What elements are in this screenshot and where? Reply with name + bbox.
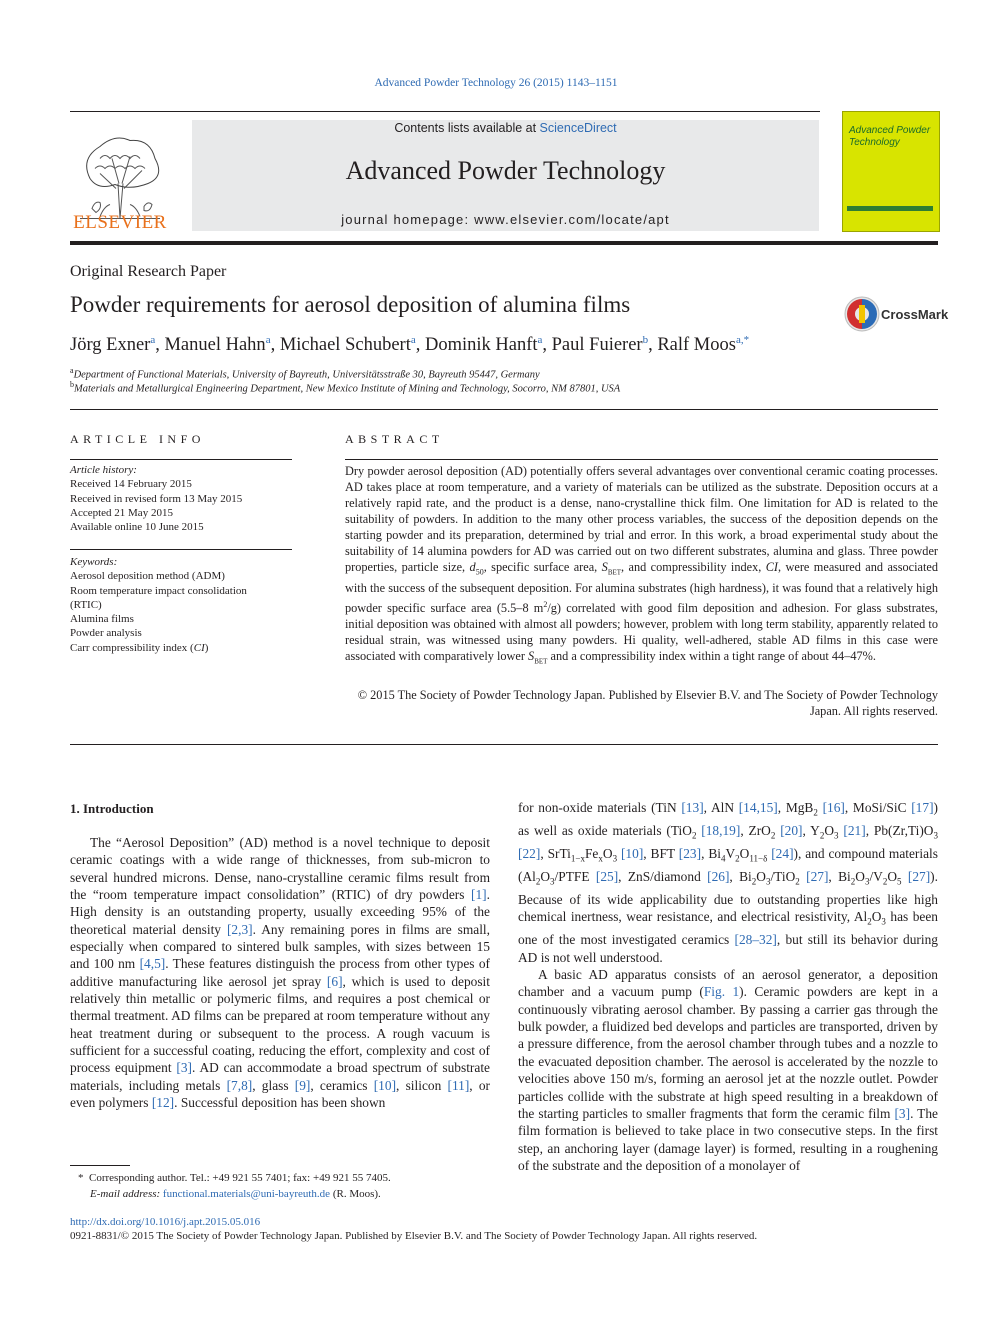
paper-title: Powder requirements for aerosol deposition of alumina films <box>70 292 631 317</box>
header-thick-rule <box>70 241 938 245</box>
section-heading: 1. Introduction <box>70 801 154 816</box>
body-text-right-column: for non-oxide materials (TiN [13], AlN [14,15], MgB$_2$ [16], MoSi/SiC [17]) as well as oxide materials (TiO$_2$ [18,19], ZrO$_2$ [20], $Y_2O_3$ [21], $Pb(Zr,Ti)O_3$ [22], $SrTi_{1-x}Fe_xO_3$ [10], BFT [23], $Bi_4V_2O_{11-\delta}$ [24]), and compound materials ($Al_2O_3$/PTFE [25], ZnS/diamond [26], $Bi_2O_3/TiO_2$ [27], $Bi_2O_3/V_2O_5$ [27]). Because of its wide applicability due to outstanding properties like high chemical inertness, wear resistance, and electrical resistivity, $Al_2O_3$ has been one of the most investigated ceramics [28–32], but still its behavior during AD is not well understood. A basic AD apparatus consists of an aerosol generator, a deposition chamber and a vacuum pump (Fig. 1). Ceramic powders are kept in a continuously vibrating aerosol chamber. By passing a carrier gas through the bulk powder, a fluidized bed develops and particles are transported, driven by a pressure difference, from the aerosol chamber through tubes and a nozzle to the evacuated deposition chamber. The aerosol is accelerated by the nozzle to velocities above 150 m/s, forming an aerosol jet at the nozzle outlet. Powder particles collide with the substrate at high speed resulting in a breakdown of the starting particles to smaller fragments that form the ceramic film [3]. The film formation is believed to take place in two consecutive steps. In the first step, an anchoring layer (damage layer) is formed, resulting in a roughening of the substrate and the deposition of a monolayer of <box>518 800 939 1173</box>
author-affiliation-mark[interactable]: a,* <box>735 334 750 346</box>
author-affiliation-mark[interactable]: b <box>642 334 649 346</box>
keywords-label: Keywords: <box>70 556 118 568</box>
keywords <box>70 555 292 655</box>
history-item: Available online 10 June 2015 <box>70 521 204 534</box>
corresponding-author-note: * Corresponding author. Tel.: +49 921 55 7401; fax: +49 921 55 7405. <box>78 1172 391 1184</box>
doi-link[interactable]: http://dx.doi.org/10.1016/j.apt.2015.05.016 <box>70 1216 261 1228</box>
corresponding-text: Corresponding author. Tel.: +49 921 55 7401; fax: +49 921 55 7405. <box>89 1172 391 1184</box>
cover-title: Advanced Powder Technology <box>849 125 931 148</box>
email-line <box>70 1186 490 1202</box>
footnote <box>70 1170 490 1202</box>
top-rule <box>70 111 820 112</box>
keyword: (RTIC) <box>70 598 102 611</box>
email-label: E-mail address: <box>90 1188 161 1200</box>
article-history <box>70 463 292 534</box>
abstract-copyright: © 2015 The Society of Powder Technology Japan. Published by Elsevier B.V. and The Society of Powder Technology Japan. All rights reserved. <box>357 688 938 718</box>
divider <box>345 459 938 460</box>
author-name[interactable]: Paul Fuierer <box>551 335 643 356</box>
history-label: Article history: <box>70 464 137 476</box>
history-item: Received in revised form 13 May 2015 <box>70 492 243 505</box>
abstract-heading: ABSTRACT <box>345 432 444 446</box>
divider <box>70 409 938 410</box>
paper-type: Original Research Paper <box>70 263 227 280</box>
author-name[interactable]: Michael Schubert <box>279 335 411 356</box>
journal-homepage[interactable]: journal homepage: www.elsevier.com/locate/apt <box>341 212 670 227</box>
keyword: Carr compressibility index (CI) <box>70 641 209 654</box>
cover-band <box>847 206 933 211</box>
keyword: Powder analysis <box>70 627 142 640</box>
author-affiliation-mark[interactable]: a <box>150 334 156 346</box>
body-text-left-column: The “Aerosol Deposition” (AD) method is a novel technique to deposit ceramic coatings with a wide range of thicknesses, from sub-micron to several hundred microns. Dense, nano-crystalline ceramic films result from the “room temperature impact consolidation” (RTIC) of dry powders [1]. High density is an outstanding property, usually exceeding 95% of the theoretical material density [2,3]. Any remaining pores in films are small, especially when compared to sintered bulk samples, with sizes between 15 and 100 nm [4,5]. These features distinguish the process from other types of additive manufacturing like aerosol jet spray [6], which is used to deposit relatively thin metallic or polymeric films, and requires a post chemical or thermal treatment. AD films can be prepared at room temperature without any heat treatment during or subsequent to the process. A rough vacuum is sufficient for a successful coating, reducing the effort, complexity and cost of process equipment [3]. AD can accommodate a broad spectrum of substrate materials, including metals [7,8], glass [9], ceramics [10], silicon [11], or even polymers [12]. Successful deposition has been shown <box>70 835 491 1111</box>
author-affiliation-mark[interactable]: a <box>537 334 543 346</box>
affiliation <box>70 366 540 381</box>
crossmark-label[interactable]: CrossMark <box>881 307 949 322</box>
abstract-body: Dry powder aerosol deposition (AD) potentially offers several advantages over conventional ceramic coating processes. AD takes place at room temperature, and a variety of materials can be utilized as the substrate. Deposition occurs at a relatively rapid rate, and the product is a dense, nano-crystalline thick film. One limitation for AD is related to the suitability of powders. In addition to the many other process variables, the success of the deposition depends on the starting powder and its preparation, determined by trial and error. In this work, a broad experimental study about the suitability of 14 alumina powders for AD was carried out on two different substrates, alumina and glass. Three powder properties, particle size, $d_{50}$, specific surface area, $S_{BET}$, and compressibility index, CI, were measured and associated with the success of the subsequent deposition. For alumina substrates (high hardness), it was found that a relatively high powder specific surface area (5.5–8 $m^2/g$) correlated with good film deposition and adhesion. For glass substrates, initial deposition was obtained with almost all powders; however, problem with long term stability, apparently related to residual strain, was witnessed using many powders. Hi quality, well-adhered, stable AD films in this case were associated with comparatively lower $S_{BET}$ and a compressibility index within a tight range of about 44–47%. <box>345 464 939 666</box>
journal-citation[interactable]: Advanced Powder Technology 26 (2015) 1143–1151 <box>374 77 618 89</box>
keyword: Room temperature impact consolidation <box>70 584 247 597</box>
crossmark-icon[interactable] <box>844 296 880 332</box>
author-affiliation-mark[interactable]: a <box>410 334 416 346</box>
contents-prefix: Contents lists available at <box>394 121 540 135</box>
author-name[interactable]: Ralf Moos <box>657 335 736 356</box>
affiliation <box>70 380 620 395</box>
history-item: Accepted 21 May 2015 <box>70 506 173 519</box>
article-info-heading: ARTICLE INFO <box>70 432 205 446</box>
divider <box>70 549 292 550</box>
sciencedirect-link[interactable]: ScienceDirect <box>539 121 617 135</box>
keyword: Aerosol deposition method (ADM) <box>70 570 225 583</box>
journal-title: Advanced Powder Technology <box>345 156 666 185</box>
email-suffix: (R. Moos). <box>332 1188 381 1200</box>
email-link[interactable]: functional.materials@uni-bayreuth.de <box>162 1188 331 1200</box>
affiliation-text: Materials and Metallurgical Engineering Department, New Mexico Institute of Mining and Technology, Socorro, NM 87801, USA <box>74 383 621 395</box>
footnote-rule <box>70 1165 130 1166</box>
elsevier-wordmark: ELSEVIER <box>73 212 167 233</box>
affiliation-mark: a <box>70 366 74 375</box>
author-name[interactable]: Jörg Exner <box>70 335 151 356</box>
author-affiliation-mark[interactable]: a <box>265 334 271 346</box>
divider <box>70 459 292 460</box>
issn-copyright: 0921-8831/© 2015 The Society of Powder Technology Japan. Published by Elsevier B.V. and The Society of Powder Technology Japan. All rights reserved. <box>70 1230 758 1242</box>
divider <box>70 744 938 745</box>
affiliation-text: Department of Functional Materials, University of Bayreuth, Universitätsstraße 30, Bayreuth 95447, Germany <box>73 369 540 381</box>
author-list: Jörg Exner$^a$, Manuel Hahn$^a$, Michael Schubert$^a$, Dominik Hanft$^a$, Paul Fuierer$^b$, Ralf Moos$^{a,*}$ <box>70 334 750 356</box>
contents-line <box>192 121 819 135</box>
affiliation-mark: b <box>70 380 74 389</box>
history-item: Received 14 February 2015 <box>70 478 192 491</box>
author-name[interactable]: Manuel Hahn <box>164 335 266 356</box>
keyword: Alumina films <box>70 613 134 626</box>
author-name[interactable]: Dominik Hanft <box>424 335 538 356</box>
